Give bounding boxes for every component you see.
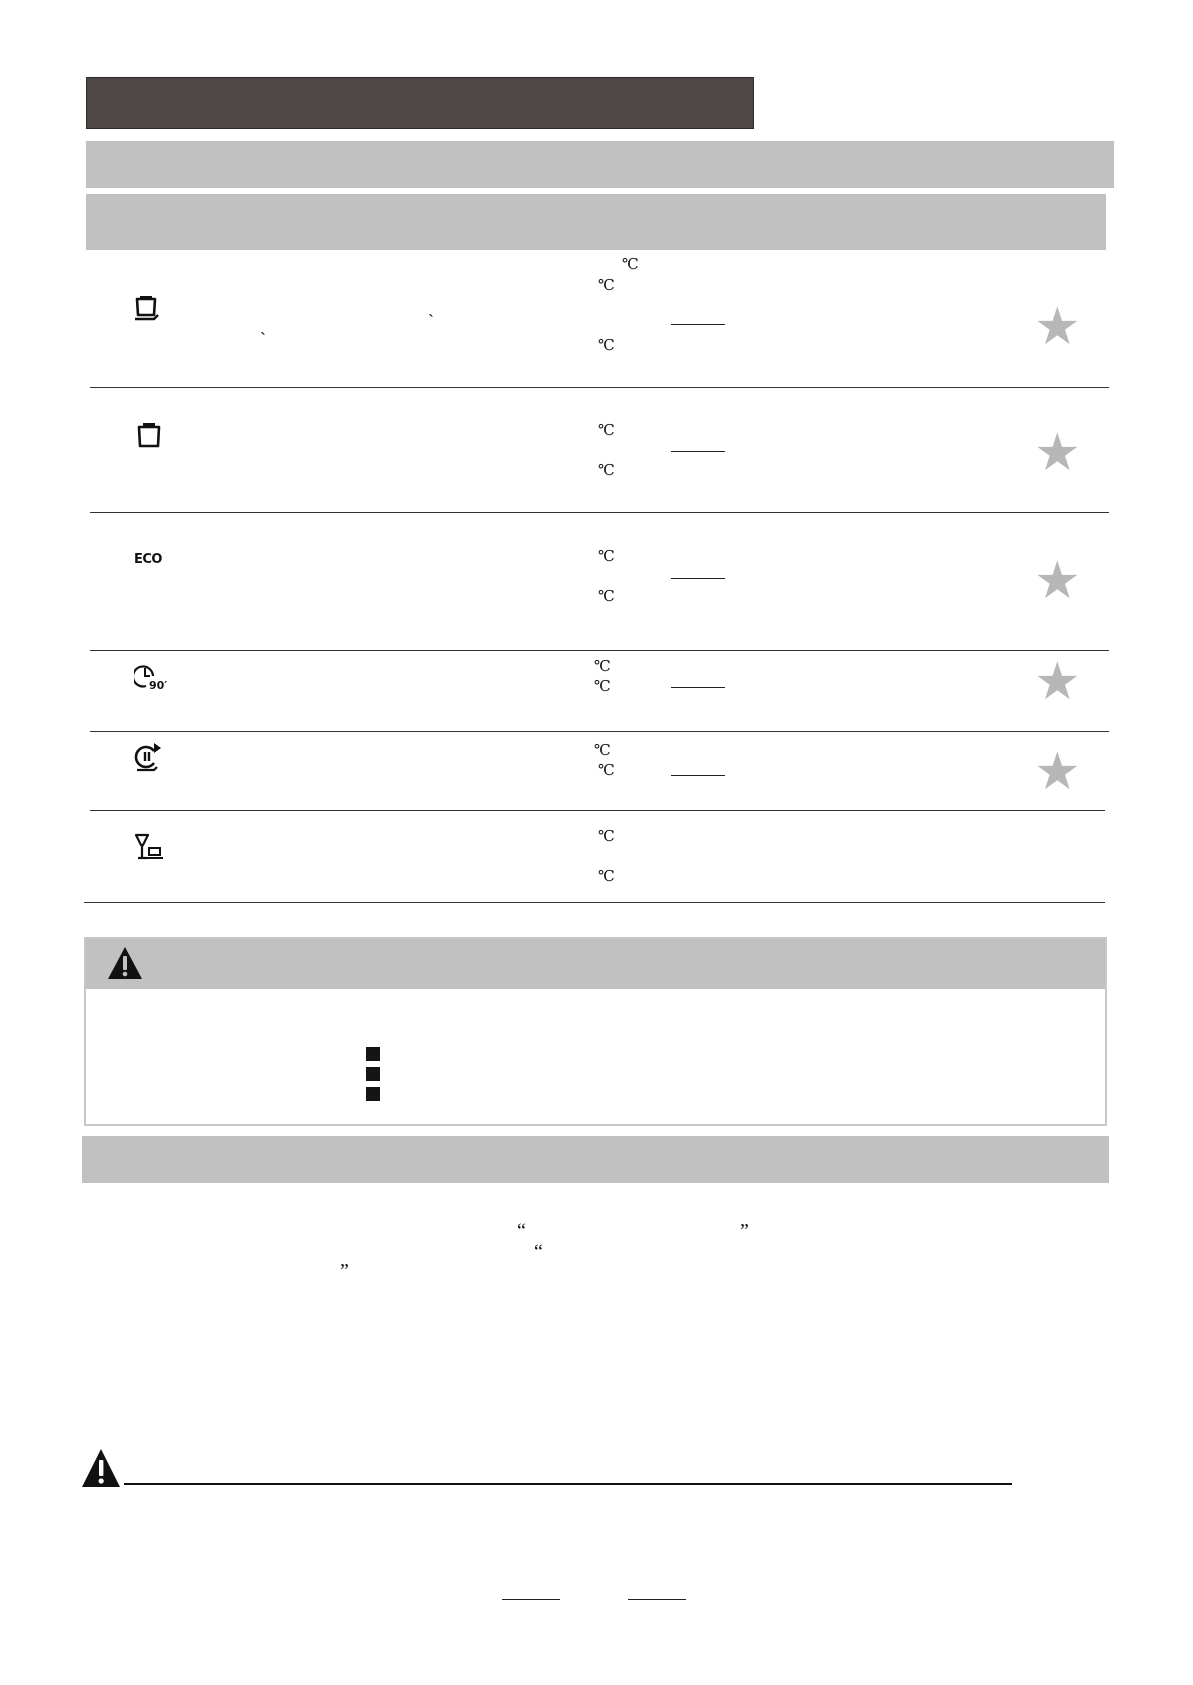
temperature-unit: ℃ (598, 869, 615, 885)
underline (671, 324, 725, 325)
temperature-unit: ℃ (594, 659, 611, 675)
temperature-unit: ℃ (598, 549, 615, 565)
row-divider (90, 512, 1109, 513)
open-quote: “ (517, 1220, 526, 1242)
open-quote: “ (534, 1241, 543, 1263)
star-icon: ★ (1034, 652, 1081, 712)
section2-header-bar (82, 1136, 1109, 1183)
table-header-bar (86, 194, 1106, 250)
underline (502, 1599, 560, 1600)
star-icon: ★ (1034, 423, 1081, 483)
star-icon: ★ (1034, 551, 1081, 611)
section-title-bar (86, 77, 754, 129)
temperature-unit: ℃ (594, 743, 611, 759)
rapid-wash-icon (134, 741, 164, 773)
header-bar-1 (86, 141, 1114, 188)
svg-text:90′: 90′ (149, 679, 168, 692)
row-divider (90, 731, 1109, 732)
temperature-unit: ℃ (598, 763, 615, 779)
temperature-unit: ℃ (598, 423, 615, 439)
warning-triangle-icon (80, 1447, 122, 1489)
row-divider (90, 810, 1105, 811)
temperature-unit: ℃ (598, 829, 615, 845)
underline (671, 451, 725, 452)
text-mark: ˋ (260, 329, 266, 349)
close-quote: ” (740, 1220, 749, 1242)
star-icon: ★ (1034, 742, 1081, 802)
underline (671, 578, 725, 579)
temperature-unit: ℃ (598, 338, 615, 354)
bullet-square (366, 1047, 380, 1061)
row-divider (90, 387, 1109, 388)
glass-and-cup-icon (134, 833, 166, 861)
text-mark: ˋ (428, 311, 434, 331)
warning-panel (84, 937, 1107, 1126)
temperature-unit: ℃ (594, 679, 611, 695)
pot-icon (135, 421, 165, 449)
underline (671, 775, 725, 776)
star-icon: ★ (1034, 297, 1081, 357)
underline (671, 687, 725, 688)
temperature-unit: ℃ (598, 463, 615, 479)
row-divider (90, 650, 1109, 651)
temperature-unit: ℃ (598, 278, 615, 294)
close-quote: ” (340, 1260, 349, 1282)
bullet-square (366, 1067, 380, 1081)
underline (628, 1599, 686, 1600)
temperature-unit: ℃ (622, 257, 639, 273)
pot-with-plate-icon (134, 295, 164, 323)
caution-rule (124, 1483, 1012, 1485)
row-divider (84, 902, 1105, 903)
temperature-unit: ℃ (598, 589, 615, 605)
clock-90-icon (134, 662, 174, 692)
eco-text-icon: ECO (134, 552, 162, 567)
bullet-square (366, 1087, 380, 1101)
